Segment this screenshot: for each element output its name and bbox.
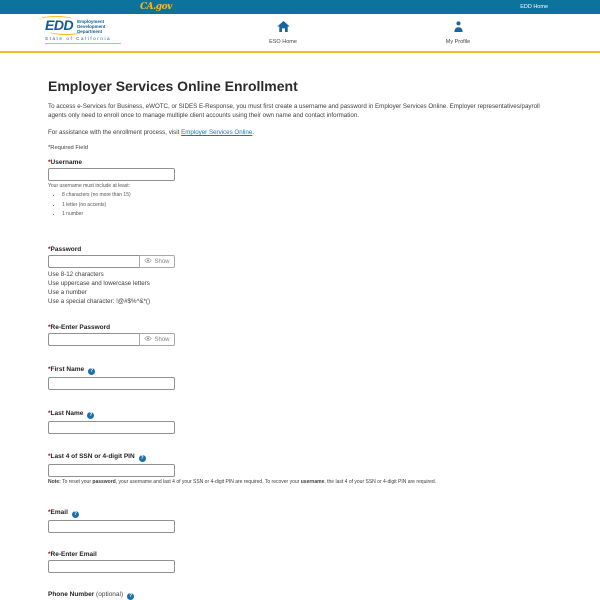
required-star: * bbox=[48, 158, 51, 166]
intro-paragraph: To access e-Services for Business, eWOTC, or SIDES E-Response, you must first create a username and password in Employer Services Online. Employer representatives/payroll agents only need to enroll once to manage multiple client accounts using their own name and contact information. bbox=[48, 103, 540, 120]
reenter-email-input[interactable] bbox=[48, 560, 175, 573]
edd-home-link[interactable]: EDD Home bbox=[520, 4, 548, 10]
nav-my-profile-label: My Profile bbox=[445, 39, 471, 45]
enrollment-page bbox=[0, 78, 600, 600]
password-input[interactable] bbox=[48, 255, 139, 268]
required-star: * bbox=[48, 508, 51, 516]
ssn-pin-input[interactable] bbox=[48, 464, 175, 477]
last-name-label: *Last Name ? bbox=[48, 410, 93, 419]
show-label: Show bbox=[154, 258, 170, 265]
optional-suffix: (optional) bbox=[96, 590, 124, 598]
nav-my-profile[interactable] bbox=[413, 19, 503, 45]
eye-icon bbox=[144, 258, 152, 265]
password-hint-item: Use a number bbox=[48, 289, 87, 297]
username-hint-item: • 1 number bbox=[62, 211, 550, 218]
reenter-email-label: *Re-Enter Email bbox=[48, 550, 97, 558]
first-name-group bbox=[48, 366, 550, 390]
reenter-password-input[interactable] bbox=[48, 333, 139, 346]
nav-eso-home-label: ESO Home bbox=[269, 39, 297, 45]
ssn-pin-note: Note: To reset your password, your username and last 4 of your SSN or 4-digit PIN are required. To recover your username, the last 4 of your SSN or 4-digit PIN are required. bbox=[48, 479, 437, 486]
help-icon[interactable]: ? bbox=[89, 412, 93, 419]
home-icon bbox=[277, 19, 290, 36]
first-name-label: *First Name ? bbox=[48, 366, 94, 375]
assistance-line bbox=[48, 129, 550, 137]
password-hints bbox=[48, 270, 550, 306]
username-hint-item: • 8 characters (no more than 15) bbox=[62, 192, 550, 199]
reenter-password-show-button[interactable] bbox=[139, 333, 175, 346]
required-star: * bbox=[48, 550, 51, 558]
ssn-pin-label: *Last 4 of SSN or 4-digit PIN ? bbox=[48, 453, 144, 462]
ca-gov-logo[interactable]: CA.gov bbox=[140, 2, 172, 12]
edd-logo[interactable] bbox=[45, 18, 121, 44]
email-input[interactable] bbox=[48, 520, 175, 533]
password-group bbox=[48, 246, 550, 306]
help-icon[interactable]: ? bbox=[90, 368, 94, 375]
edd-dept-line: Development bbox=[77, 24, 106, 29]
state-of-california-label: State of California bbox=[45, 36, 121, 44]
password-hint-item: Use 8-12 characters bbox=[48, 271, 104, 279]
username-label: *Username bbox=[48, 158, 82, 166]
email-label: *Email ? bbox=[48, 508, 77, 517]
reenter-email-group bbox=[48, 551, 550, 573]
reenter-password-label: *Re-Enter Password bbox=[48, 324, 111, 332]
required-field-note: *Required Field bbox=[48, 144, 88, 151]
nav-eso-home[interactable] bbox=[238, 19, 328, 45]
password-hint-item: Use a special character: !@#$%^&*() bbox=[48, 298, 151, 306]
edd-dept-line: Department bbox=[77, 29, 103, 34]
last-name-group bbox=[48, 410, 550, 434]
required-star: * bbox=[48, 366, 51, 374]
assistance-text: For assistance with the enrollment process, visit bbox=[48, 128, 180, 136]
edd-acronym: EDD bbox=[45, 17, 74, 33]
phone-label: Phone Number (optional) ? bbox=[48, 590, 133, 599]
reenter-password-group bbox=[48, 324, 550, 346]
edd-dept-line: Employment bbox=[77, 19, 105, 24]
employer-services-online-link[interactable]: Employer Services Online bbox=[181, 128, 253, 136]
username-hint-item: • 1 letter (no accents) bbox=[62, 202, 550, 209]
help-icon[interactable]: ? bbox=[129, 592, 133, 599]
required-star: * bbox=[48, 324, 51, 332]
required-star: * bbox=[48, 246, 51, 254]
page-title: Employer Services Online Enrollment bbox=[48, 78, 298, 94]
help-icon[interactable]: ? bbox=[73, 510, 77, 517]
username-group bbox=[48, 159, 550, 219]
assistance-suffix: . bbox=[252, 128, 255, 136]
email-group bbox=[48, 509, 550, 533]
person-icon bbox=[453, 19, 464, 36]
show-label: Show bbox=[154, 336, 170, 343]
required-star: * bbox=[48, 453, 51, 461]
eye-icon bbox=[144, 336, 152, 343]
ssn-pin-group bbox=[48, 453, 550, 486]
username-input[interactable] bbox=[48, 168, 175, 181]
password-label: *Password bbox=[48, 246, 82, 254]
required-star: * bbox=[48, 410, 51, 418]
username-hint-title: Your username must include at least: bbox=[48, 182, 131, 189]
username-hint-list bbox=[62, 192, 550, 218]
top-utility-bar bbox=[0, 0, 600, 14]
password-hint-item: Use uppercase and lowercase letters bbox=[48, 280, 150, 288]
password-show-button[interactable] bbox=[139, 255, 175, 268]
edd-logo-arc-bottom-icon bbox=[49, 28, 83, 35]
phone-group bbox=[48, 591, 550, 600]
last-name-input[interactable] bbox=[48, 421, 175, 434]
first-name-input[interactable] bbox=[48, 377, 175, 390]
help-icon[interactable]: ? bbox=[140, 455, 144, 462]
site-header bbox=[0, 14, 600, 53]
